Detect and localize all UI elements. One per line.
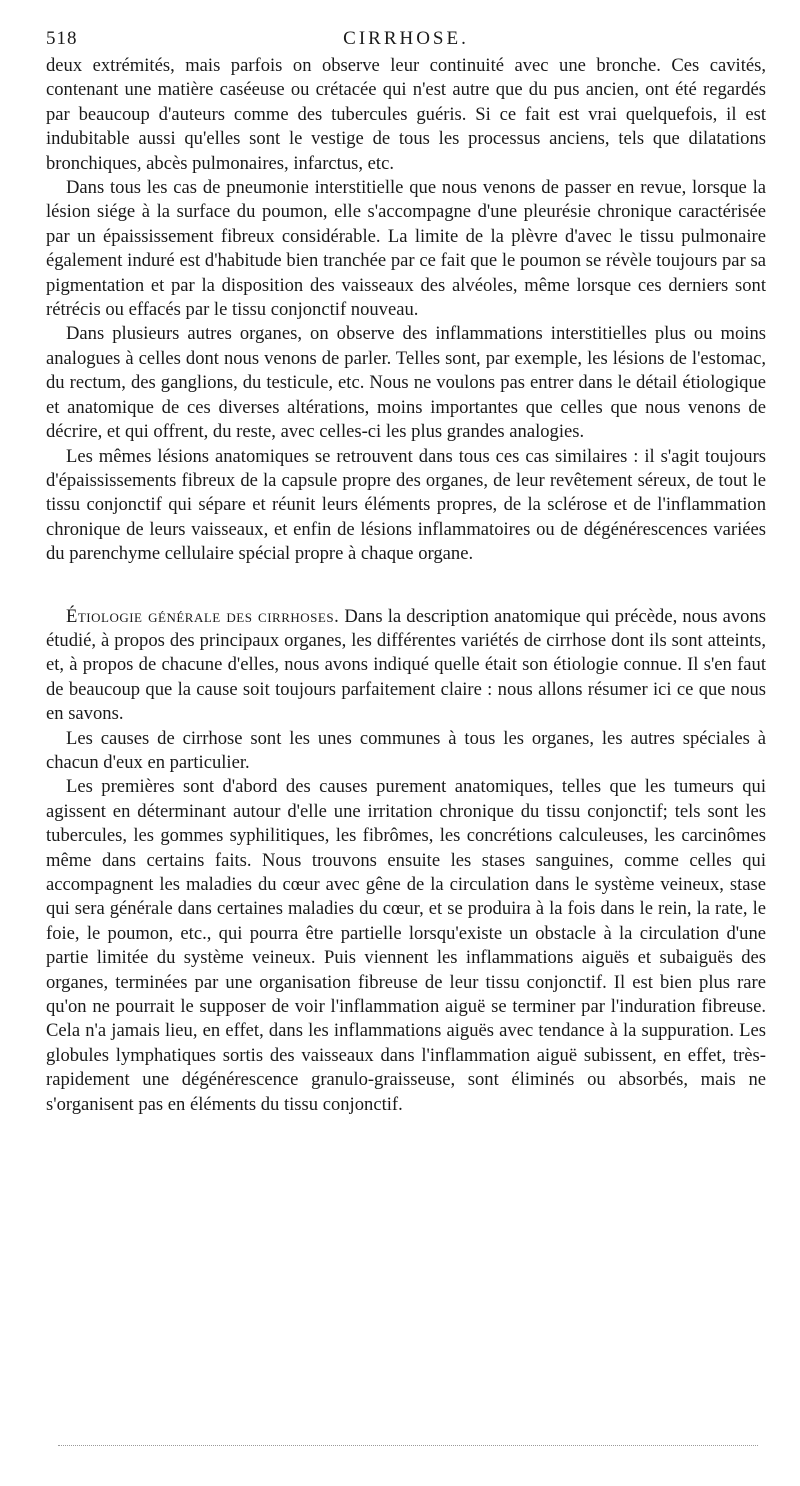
book-page bbox=[46, 22, 766, 1117]
paragraph-pleurisy: Dans tous les cas de pneumonie interstitielle que nous venons de passer en revue, lorsque la lésion siége à la surface du poumon, elle s'accompagne d'une pleurésie chronique caractérisée par un épaississement fibreux considérable. La limite de la plèvre d'avec le tissu pulmonaire également induré est d'habitude bien tranchée par ce fait que le poumon se révèle toujours par sa pigmentation et par la disposition des vaisseaux des alvéoles, même lorsque ces derniers sont rétrécis ou effacés par le tissu conjonctif nouveau. bbox=[46, 177, 766, 321]
paragraph-etiology bbox=[46, 605, 766, 727]
paragraph-similar-lesions: Les mêmes lésions anatomiques se retrouvent dans tous ces cas similaires : il s'agit toujours d'épaississements fibreux de la capsule propre des organes, de leur revêtement séreux, de tout le tissu conjonctif qui sépare et réunit leurs éléments propres, de la sclérose et de l'inflammation chronique de leurs vaisseaux, et enfin de lésions inflammatoires ou de dégénérescences variées du parenchyme cellulaire spécial propre à chaque organe. bbox=[46, 445, 766, 565]
etiology-text: Dans la description anatomique qui précède, nous avons étudié, à propos des principaux organes, les différentes variétés de cirrhose dont ils sont atteints, et, à propos de chacune d'elles, nous avons indiqué quelle était son étiologie connue. Il s'en faut de beaucoup que la cause soit toujours parfaitement claire : nous allons résumer ici ce que nous en savons. bbox=[46, 605, 766, 725]
paragraph-cavities: deux extrémités, mais parfois on observe leur continuité avec une bronche. Ces cavités, contenant une matière caséeuse ou crétacée qui n'est autre que du pus ancien, ont été regardés par beaucoup d'auteurs comme des tubercules guéris. Si ce fait est vrai quelquefois, il est indubitable aussi qu'elles sont le vestige de tous les processus anciens, tels que dilatations bronchiques, abcès pulmonaires, infarctus, etc. bbox=[46, 55, 766, 174]
paragraph-causes: Les causes de cirrhose sont les unes communes à tous les organes, les autres spéciales à chacun d'eux en particulier. bbox=[46, 727, 766, 773]
running-title: CIRRHOSE. bbox=[343, 28, 469, 49]
page-header bbox=[46, 22, 766, 54]
page-number: 518 bbox=[46, 28, 78, 49]
paragraph-anatomical-causes: Les premières sont d'abord des causes purement anatomiques, telles que les tumeurs qui agissent en déterminant autour d'elle une irritation chronique du tissu conjonctif; tels sont les tubercules, les gommes syphilitiques, les fibrômes, les concrétions calculeuses, les carcinômes même dans certains faits. Nous trouvons ensuite les stases sanguines, comme celles qui accompagnent les maladies du cœur avec gêne de la circulation dans le système veineux, stase qui sera générale dans certaines maladies du cœur, et se produira à la fois dans le rein, la rate, le foie, le poumon, etc., qui pourra être partielle lorsqu'existe un obstacle à la circulation d'une partie limitée du système veineux. Puis viennent les inflammations aiguës et subaiguës des organes, terminées par une organisation fibreuse de leur tissu conjonctif. Il est bien plus rare qu'on ne pourrait le supposer de voir l'inflammation aiguë se terminer par l'induration fibreuse. Cela n'a jamais lieu, en effet, dans les inflammations aiguës avec tendance à la suppuration. Les globules lymphatiques sortis des vaisseaux dans l'inflammation aiguë subissent, en effet, très-rapidement une dégénérescence granulo-graisseuse, sont éliminés ou absorbés, mais ne s'organisent pas en éléments du tissu conjonctif. bbox=[46, 776, 766, 1115]
section-gap bbox=[46, 567, 766, 605]
footer-rule bbox=[58, 1445, 758, 1446]
paragraph-other-organs: Dans plusieurs autres organes, on observe des inflammations interstitielles plus ou moins analogues à celles dont nous venons de parler. Telles sont, par exemple, les lésions de l'estomac, du rectum, des ganglions, du testicule, etc. Nous ne voulons pas entrer dans le détail étiologique et anatomique de ces diverses altérations, moins importantes que celles que nous venons de décrire, et qui offrent, du reste, avec celles-ci les plus grandes analogies. bbox=[46, 323, 766, 443]
section-heading-etiology: Étiologie générale des cirrhoses. bbox=[66, 605, 340, 627]
